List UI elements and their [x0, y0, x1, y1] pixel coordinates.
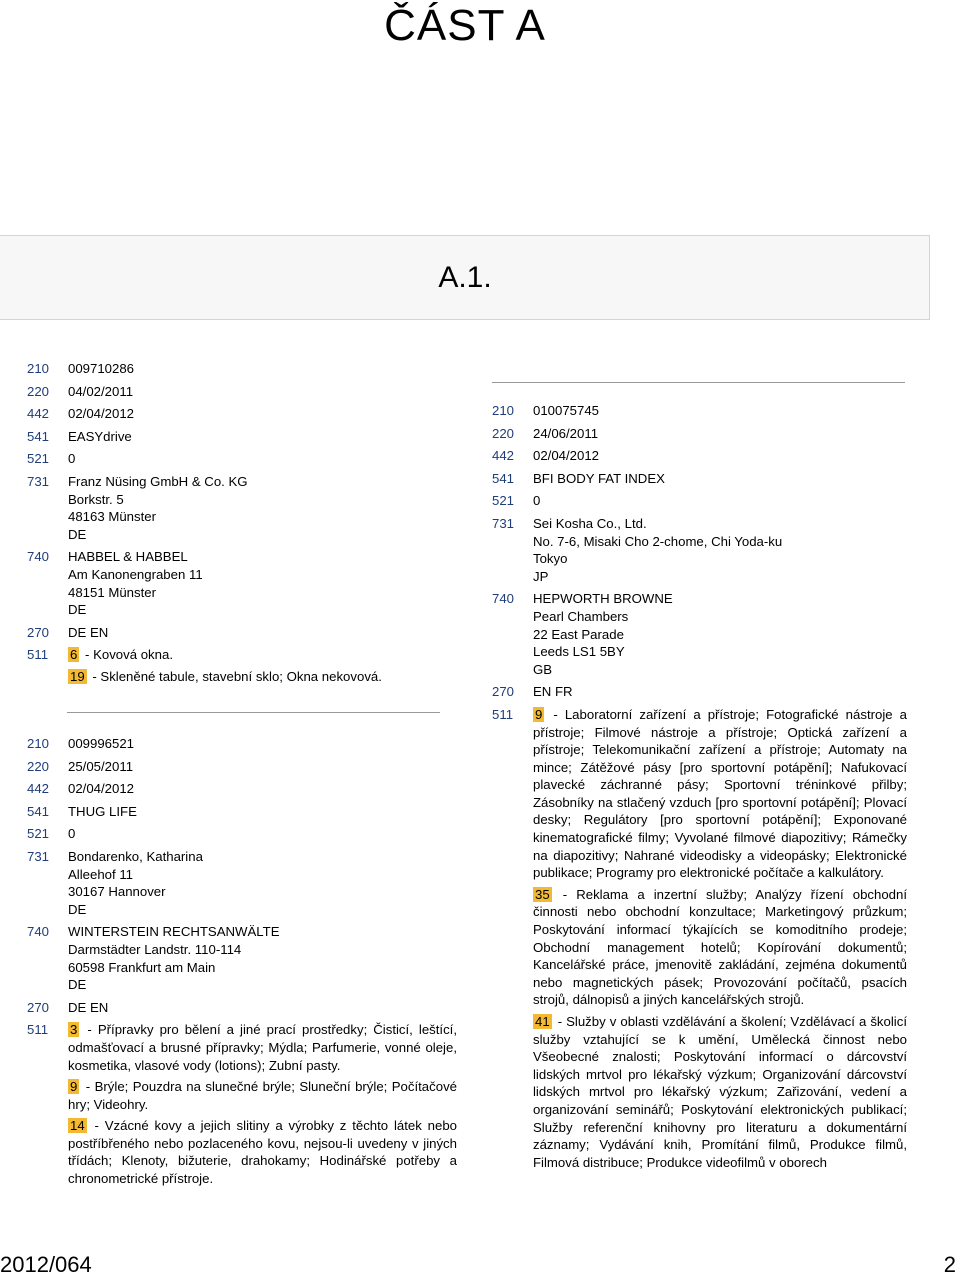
trademark-name: BFI BODY FAT INDEX [533, 470, 665, 486]
application-number: 010075745 [533, 403, 600, 418]
section-banner [0, 235, 930, 320]
field-541: 541 BFI BODY FAT INDEX [492, 470, 907, 488]
field-442: 442 02/04/2012 [27, 405, 457, 423]
applicant-address: Bondarenko, Katharina Alleehof 11 30167 Hannover DE [68, 848, 203, 917]
application-number: 009710286 [68, 361, 135, 376]
class-number: 6 [70, 647, 78, 663]
field-220: 220 04/02/2011 [27, 383, 457, 401]
publication-date: 02/04/2012 [68, 781, 135, 797]
trademark-record [27, 735, 457, 1197]
field-442: 442 02/04/2012 [27, 780, 457, 798]
field-521-value: 0 [533, 493, 541, 509]
trademark-name: THUG LIFE [68, 803, 137, 819]
field-511: 511 9 - Laboratorní zařízení a přístroje; Fotografické nástroje a přístroje; Filmové nástroje a přístroje; Optická zařízení a přístroje; Telekomunikační zařízení a přístroje; Automaty na mince; Zátěžové pásy [pro sportovní potápění]; Nafukovací plavecké záchranné pásy; Sportovní tréninkové přilby; Zásobníky na stlačený vzduch [pro sportovní potápění]; Plovací desky; Regulátory [pro sportovní potápění]; Exponované kinematografické filmy; Vyvolané filmové diapozitivy; Rámečky na diapozitivy; Nahrané videodisky a videopásky; Elektronické publikace; Programy pro elektronické počítače a kalkulátory. 35 - Reklama a inzertní služby; Analýzy řízení obchodní činnosti nebo obchodní konzultace; Marketingový průzkum; Poskytování informací týkajících se komoditního prodeje; Obchodní management hotelů; Kopírování dokumentů; Kancelářské práce, jmenovitě zakládání, zejména dokumentů nebo magnetických pásek; Provozování počítačů, psacích strojů, dálnopisů a jiných kancelářských strojů. 41 - Služby v oblasti vzdělávání a školení; Vzdělávací a školicí služby vztahující se k umění, Umělecká činnost nebo Všeobecné znalosti; Poskytování informací o dárcovství lidských mrtvol pro lékařský výzkum; Organizování dárcovství lidských mrtvol pro lékařský výzkum; Zařizování, vedení a organizování seminářů; Poskytování elektronických publikací; Služby referenční knihovny pro literaturu a dokumentární záznamy; Vydávání knih, Promítání filmů, Produkce filmů, Filmová distribuce; Produkce videofilmů v oborech [492, 706, 907, 1175]
goods-classes: 3 - Přípravky pro bělení a jiné prací prostředky; Čisticí, leštící, odmašťovací a brusné přípravky; Mýdla; Parfumerie, vonné oleje, kosmetika, vlasové vody (lotions); Zubní pasty. 9 - Brýle; Pouzdra na slunečné brýle; Sluneční brýle; Počítačové hry; Videohry. 14 - Vzácné kovy a jejich slitiny a výrobky z těchto látek nebo postříbřeného nebo pozlaceného kovu, nejsou-li uvedeny v jiných třídách; Klenoty, bižuterie, drahokamy; Hodinářské potřeby a chronometrické přístroje. [68, 1022, 458, 1187]
part-title: ČÁST A [384, 1, 546, 50]
page-number: 2 [943, 1252, 956, 1277]
record-divider [67, 712, 440, 713]
filing-date: 04/02/2011 [68, 383, 134, 399]
languages: DE EN [68, 624, 109, 640]
class-number: 9 [70, 1079, 78, 1095]
trademark-record [492, 402, 907, 1180]
field-731: 731 Bondarenko, Katharina Alleehof 11 30167 Hannover DE [27, 848, 457, 918]
field-210: 210 010075745 [492, 402, 907, 420]
field-210: 210 009710286 [27, 360, 457, 378]
representative-address: HEPWORTH BROWNE Pearl Chambers 22 East Parade Leeds LS1 5BY GB [533, 591, 673, 677]
field-521: 521 0 [27, 450, 457, 468]
field-210: 210 009996521 [27, 735, 457, 753]
languages: EN FR [533, 684, 573, 700]
class-number: 3 [70, 1022, 78, 1038]
issue-number: 2012/064 [0, 1252, 92, 1277]
application-number: 009996521 [68, 736, 135, 751]
class-number: 14 [70, 1118, 85, 1134]
languages: DE EN [68, 999, 109, 1015]
applicant-address: Sei Kosha Co., Ltd. No. 7-6, Misaki Cho 2-chome, Chi Yoda-ku Tokyo JP [533, 515, 783, 584]
field-511: 511 3 - Přípravky pro bělení a jiné prací prostředky; Čisticí, leštící, odmašťovací a brusné přípravky; Mýdla; Parfumerie, vonné oleje, kosmetika, vlasové vody (lotions); Zubní pasty. 9 - Brýle; Pouzdra na slunečné brýle; Sluneční brýle; Počítačové hry; Videohry. 14 - Vzácné kovy a jejich slitiny a výrobky z těchto látek nebo postříbřeného nebo pozlaceného kovu, nejsou-li uvedeny v jiných třídách; Klenoty, bižuterie, drahokamy; Hodinářské potřeby a chronometrické přístroje. [27, 1021, 457, 1191]
field-521-value: 0 [68, 451, 76, 467]
field-511: 511 6 - Kovová okna. 19 - Skleněné tabule, stavební sklo; Okna nekovová. [27, 646, 457, 689]
publication-date: 02/04/2012 [68, 406, 135, 422]
field-740: 740 HEPWORTH BROWNE Pearl Chambers 22 East Parade Leeds LS1 5BY GB [492, 590, 907, 678]
filing-date: 24/06/2011 [533, 425, 599, 441]
publication-date: 02/04/2012 [533, 448, 600, 464]
goods-classes: 6 - Kovová okna. 19 - Skleněné tabule, stavební sklo; Okna nekovová. [70, 647, 382, 684]
field-270: 270 DE EN [27, 624, 457, 642]
field-442: 442 02/04/2012 [492, 447, 907, 465]
field-521: 521 0 [27, 825, 457, 843]
class-number: 9 [535, 706, 543, 722]
filing-date: 25/05/2011 [68, 758, 134, 774]
section-title: A.1. [438, 261, 492, 294]
field-541: 541 EASYdrive [27, 428, 457, 446]
representative-address: WINTERSTEIN RECHTSANWÄLTE Darmstädter Landstr. 110-114 60598 Frankfurt am Main DE [68, 924, 280, 993]
field-220: 220 25/05/2011 [27, 758, 457, 776]
field-731: 731 Sei Kosha Co., Ltd. No. 7-6, Misaki Cho 2-chome, Chi Yoda-ku Tokyo JP [492, 515, 907, 585]
record-divider [492, 382, 905, 383]
field-521-value: 0 [68, 826, 76, 842]
trademark-record [27, 360, 457, 695]
field-731: 731 Franz Nüsing GmbH & Co. KG Borkstr. 5 48163 Münster DE [27, 473, 457, 543]
class-number: 41 [535, 1014, 550, 1029]
field-521: 521 0 [492, 492, 907, 510]
field-270: 270 DE EN [27, 999, 457, 1017]
field-220: 220 24/06/2011 [492, 425, 907, 443]
representative-address: HABBEL & HABBEL Am Kanonengraben 11 48151 Münster DE [68, 549, 203, 618]
field-740: 740 HABBEL & HABBEL Am Kanonengraben 11 48151 Münster DE [27, 548, 457, 618]
class-number: 19 [70, 668, 85, 684]
class-number: 35 [535, 886, 550, 902]
trademark-name: EASYdrive [68, 428, 132, 444]
field-541: 541 THUG LIFE [27, 803, 457, 821]
applicant-address: Franz Nüsing GmbH & Co. KG Borkstr. 5 48163 Münster DE [68, 473, 248, 542]
field-270: 270 EN FR [492, 683, 907, 701]
field-740: 740 WINTERSTEIN RECHTSANWÄLTE Darmstädter Landstr. 110-114 60598 Frankfurt am Main DE [27, 923, 457, 993]
goods-classes: 9 - Laboratorní zařízení a přístroje; Fotografické nástroje a přístroje; Filmové nástroje a přístroje; Optická zařízení a přístroje; Telekomunikační zařízení a přístroje; Automaty na mince; Zátěžové pásy [pro sportovní potápění]; Nafukovací plavecké záchranné pásy; Sportovní tréninkové přilby; Zásobníky na stlačený vzduch [pro sportovní potápění]; Plovací desky; Regulátory [pro sportovní potápění]; Exponované kinematografické filmy; Vyvolané filmové diapozitivy; Rámečky na diapozitivy; Nahrané videodisky a videopásky; Elektronické publikace; Programy pro elektronické počítače a kalkulátory. 35 - Reklama a inzertní služby; Analýzy řízení obchodní činnosti nebo obchodní konzultace; Marketingový průzkum; Poskytování informací týkajících se komoditního prodeje; Obchodní management hotelů; Kopírování dokumentů; Kancelářské práce, jmenovitě zakládání, zejména dokumentů nebo magnetických pásek; Provozování počítačů, psacích strojů, dálnopisů a jiných kancelářských strojů. 41 - Služby v oblasti vzdělávání a školení; Vzdělávací a školicí služby vztahující se k umění, Umělecká činnost nebo Všeobecné znalosti; Poskytování informací o dárcovství lidských mrtvol pro lékařský výzkum; Organizování dárcovství lidských mrtvol pro lékařský výzkum; Zařizování, vedení a organizování seminářů; Poskytování elektronických publikací; Služby referenční knihovny pro literaturu a dokumentární záznamy; Vydávání knih, Promítání filmů, Produkce filmů, Filmová distribuce; Produkce videofilmů v oborech [533, 706, 907, 1170]
